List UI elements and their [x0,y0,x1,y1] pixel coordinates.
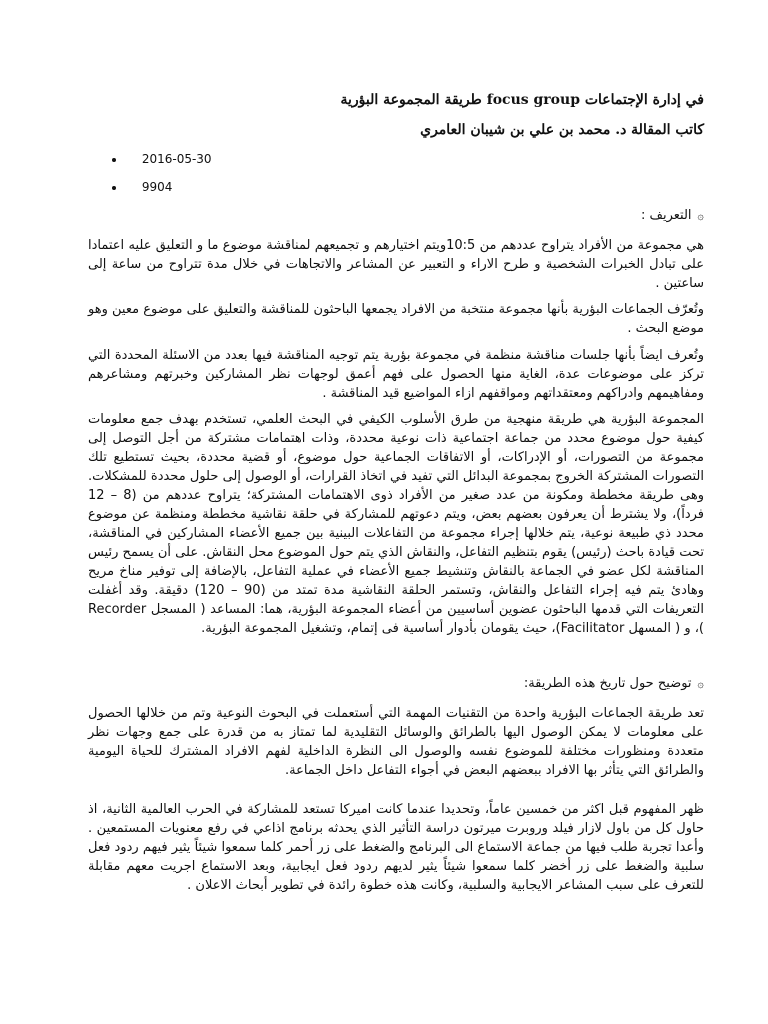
paragraph-3: وتُعرف ايضاً بأنها جلسات مناقشة منظمة في مجموعة بؤرية يتم توجيه المناقشة فيها بعدد من الاسئلة المحددة التي تركز على موضوعات عدة، الغاية منها الحصول على فهم أعمق لوجهات نظر المشاركين وخبرتهم ومشاعرهم ومفاهيمهم وادراكهم ومعتقداتهم ومواقفهم ازاء المواضيع قيد المناقشة . [88,348,704,401]
paragraph-1: هي مجموعة من الأفراد يتراوح عددهم من 10:5ويتم اختيارهم و تجميعهم لمناقشة موضوع ما و التعليق عليه اعتمادا على تبادل الخبرات الشخصية و طرح الاراء و التعبير عن المشاعر والاتجاهات في خلال مدة تتراوح من ساعة إلى ساعتين . [88,238,704,291]
history-heading: ۞توضيح حول تاريخ هذه الطريقة: [523,676,704,691]
paragraph-6: ظهر المفهوم قبل اكثر من خمسين عاماً، وتحديدا عندما كانت اميركا تستعد للمشاركة في الحرب العالمية الثانية، اذ حاول كل من باول لازار فيلد وروبرت ميرتون دراسة التأثير الذي يحدثه برنامج اذاعي في رفع معنويات المستمعين . وأعدا تجربة طلب فيها من جماعة الاستماع الى البرنامج والضغط على زر أحمر كلما سمعوا شيئاً يثير فيهم ردود فعل سلبية والضغط على زر أخضر كلما سمعوا شيئاً يثير لديهم ردود فعل ايجابية، وبعد الاستماع اجريت معهم مقابلة للتعرف على سبب المشاعر الايجابية والسلبية، وكانت هذه خطوة رائدة في تطوير أبحاث الاعلان . [88,802,704,893]
bullet-icon [112,186,116,190]
article-title: في إدارة الإجتماعات focus group طريقة المجموعة البؤرية [340,92,704,108]
article-date: 2016-05-30 [141,152,212,166]
article-author: كاتب المقالة د. محمد بن علي بن شيبان العامري [420,122,704,138]
paragraph-2: وتُعرّف الجماعات البؤرية بأنها مجموعة منتخبة من الافراد يجمعها الباحثون للمناقشة والتعليق على موضوع معين وهو موضع البحث . [88,302,704,336]
meta-views-item [112,178,172,196]
paragraph-4: المجموعة البؤرية هي طريقة منهجية من طرق الأسلوب الكيفي في البحث العلمي، تستخدم بهدف جمع معلومات كيفية حول موضوع محدد من جماعة اجتماعية ذات نوعية محددة، وذات اهتمامات مشتركة من أجل التوصل إلى مجموعة من التصورات، أو الإدراكات، أو الاتفاقات الجماعية حول موضوع، أو قضية محددة، بحيث تستطيع تلك التصورات المشتركة الخروج بمجموعة البدائل التي تفيد في اتخاذ القرارات، أو الوصول إلى حلول محددة للمشكلات. وهى طريقة مخططة ومكونة من عدد صغير من الأفراد ذوى الاهتمامات المشتركة؛ يتراوح عددهم من (8 – 12 فرداً)، ولا يشترط أن يعرفون بعضهم بعض، ويتم دعوتهم للمشاركة في حلقة نقاشية مخططة ومنظمة عن موضوع محدد ذي طبيعة نوعية، يتم خلالها إجراء مجموعة من التفاعلات البينية بين جميع الأعضاء المشاركين في المناقشة، تحت قيادة باحث (رئيس) يقوم بتنظيم التفاعل، والنقاش الذي يتم حول الموضوع محل النقاش. على أن يسمح رئيس المناقشة لكل عضو في الجماعة بالنقاش وتنشيط جميع الأعضاء في عملية التفاعل، بالإضافة إلى توفير مناخ مريح وهادئ يتم فيه إجراء التفاعل والنقاش، وتستمر الحلقة النقاشية مدة تمتد من (90 – 120) دقيقة. وقد أغفلت التعريفات التي قدمها الباحثون عضوين أساسيين من أعضاء المجموعة البؤرية، هما: المساعد ( المسجل Recorder )، و ( المسهل Facilitator)، حيث يقومان بأدوار أساسية فى إتمام، وتشغيل المجموعة البؤرية. [88,412,705,636]
bullet-icon [112,158,116,162]
paragraph-5: تعد طريقة الجماعات البؤرية واحدة من التقنيات المهمة التي أستعملت في البحوث النوعية وتم من خلالها الحصول على معلومات لا يمكن الوصول اليها بالطرائق والوسائل التقليدية لما تمتاز به من قدرة على جمع وجهات نظر متعددة ومنظورات مختلفة للموضوع نفسه والوصول الى النظرة الداخلية لفهم الافراد المشترك للحياة اليومية والطرائق التي يتأثر بها الافراد ببعضهم البعض في أجواء التفاعل داخل الجماعة. [88,706,704,778]
definition-heading: ۞التعريف : [641,208,704,223]
ornament-icon: ۞ [697,209,704,222]
meta-date-item [112,150,212,168]
article-views: 9904 [141,180,173,194]
ornament-icon: ۞ [697,677,704,690]
